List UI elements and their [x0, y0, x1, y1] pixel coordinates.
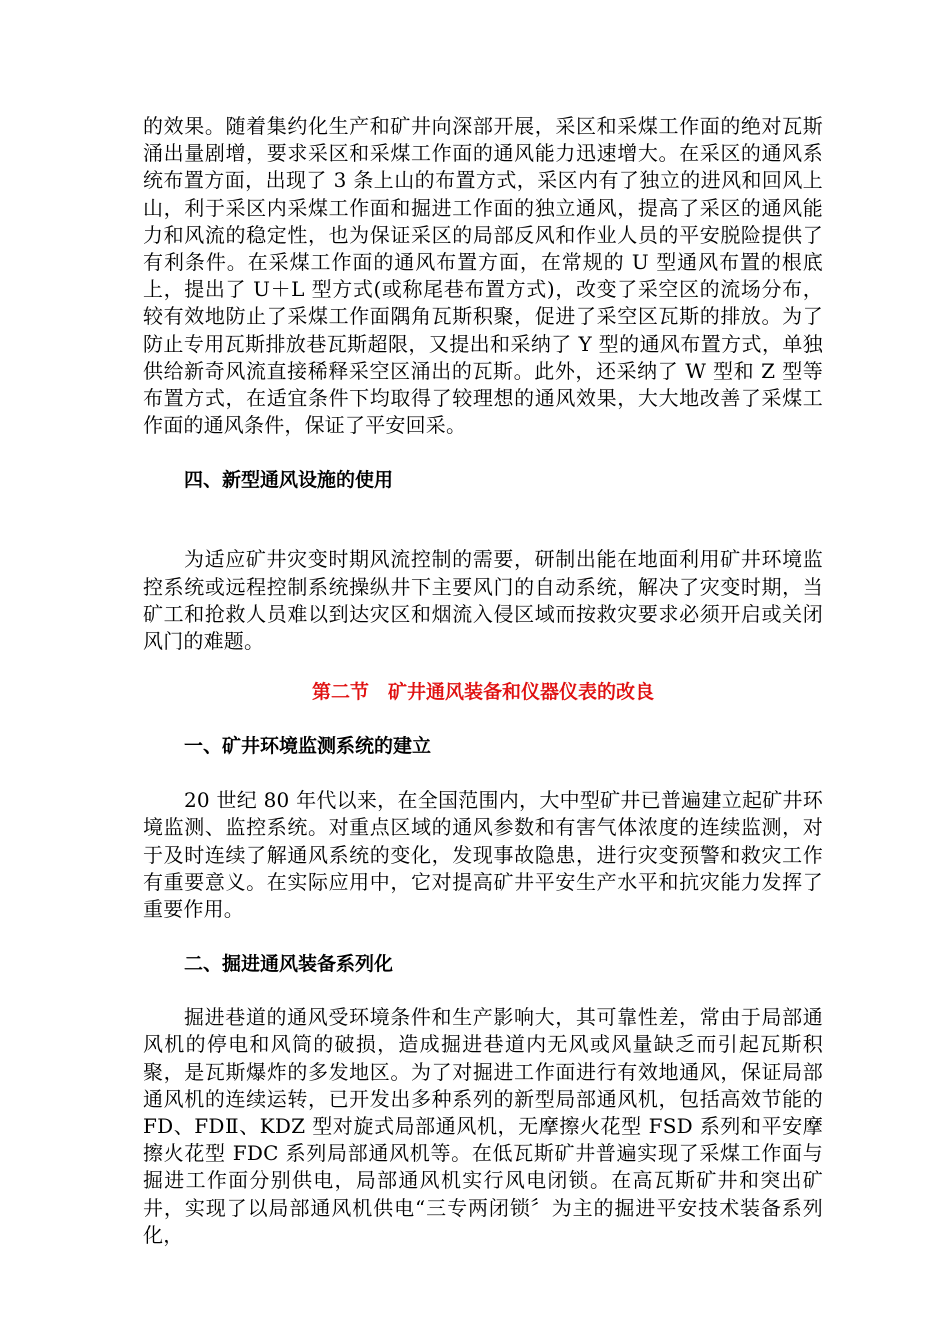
paragraph-tunneling-ventilation: 掘进巷道的通风受环境条件和生产影响大，其可靠性差，常由于局部通风机的停电和风筒的破损，造成掘进巷道内无风或风量缺乏而引起瓦斯积聚，是瓦斯爆炸的多发地区。为了对掘进工作面进行有效地通风，保证局部通风机的连续运转，已开发出多种系列的新型局部通风机，包括高效节能的 FD、FDⅡ、KDZ 型对旋式局部通风机，无摩擦火花型 FSD 系列和平安摩擦火花型 FDC 系列局部通风机等。在低瓦斯矿井普遍实现了采煤工作面与掘进工作面分别供电，局部通风机实行风电闭锁。在高瓦斯矿井和突出矿井，实现了以局部通风机供电“三专两闭锁〞为主的掘进平安技术装备系列化，	[143, 1005, 823, 1247]
heading-monitoring-system: 一、矿井环境监测系统的建立	[184, 735, 432, 758]
heading-tunneling-ventilation: 二、掘进通风装备系列化	[184, 953, 394, 976]
document-page	[143, 113, 823, 1249]
section-title-equipment-improvement: 第二节 矿井通风装备和仪器仪表的改良	[311, 681, 654, 704]
paragraph-ventilation-layout: 的效果。随着集约化生产和矿井向深部开展，采区和采煤工作面的绝对瓦斯涌出量剧增，要求采区和采煤工作面的通风能力迅速增大。在采区的通风系统布置方面，出现了 3 条上山的布置方式，采区内有了独立的进风和回风上山，利于采区内采煤工作面和掘进工作面的独立通风，提高了采区的通风能力和风流的稳定性，也为保证采区的局部反风和作业人员的平安脱险提供了有利条件。在采煤工作面的通风布置方面，在常规的 U 型通风布置的根底上，提出了 U＋L 型方式(或称尾巷布置方式)，改变了采空区的流场分布，较有效地防止了采煤工作面隅角瓦斯积聚，促进了采空区瓦斯的排放。为了防止专用瓦斯排放巷瓦斯超限，又提出和采纳了 Y 型的通风布置方式，单独供给新奇风流直接稀释采空区涌出的瓦斯。此外，还采纳了 W 型和 Z 型等布置方式，在适宜条件下均取得了较理想的通风效果，大大地改善了采煤工作面的通风条件，保证了平安回采。	[143, 114, 823, 438]
heading-new-ventilation-facilities: 四、新型通风设施的使用	[184, 469, 394, 492]
paragraph-monitoring-system: 20 世纪 80 年代以来，在全国范围内，大中型矿井已普遍建立起矿井环境监测、监控系统。对重点区域的通风参数和有害气体浓度的连续监测，对于及时连续了解通风系统的变化，发现事故隐患，进行灾变预警和救灾工作有重要意义。在实际应用中，它对提高矿井平安生产水平和抗灾能力发挥了重要作用。	[143, 788, 823, 922]
paragraph-automatic-door-system: 为适应矿井灾变时期风流控制的需要，研制出能在地面利用矿井环境监控系统或远程控制系统操纵井下主要风门的自动系统，解决了灾变时期，当矿工和抢救人员难以到达灾区和烟流入侵区域而按救灾要求必须开启或关闭风门的难题。	[143, 547, 823, 654]
